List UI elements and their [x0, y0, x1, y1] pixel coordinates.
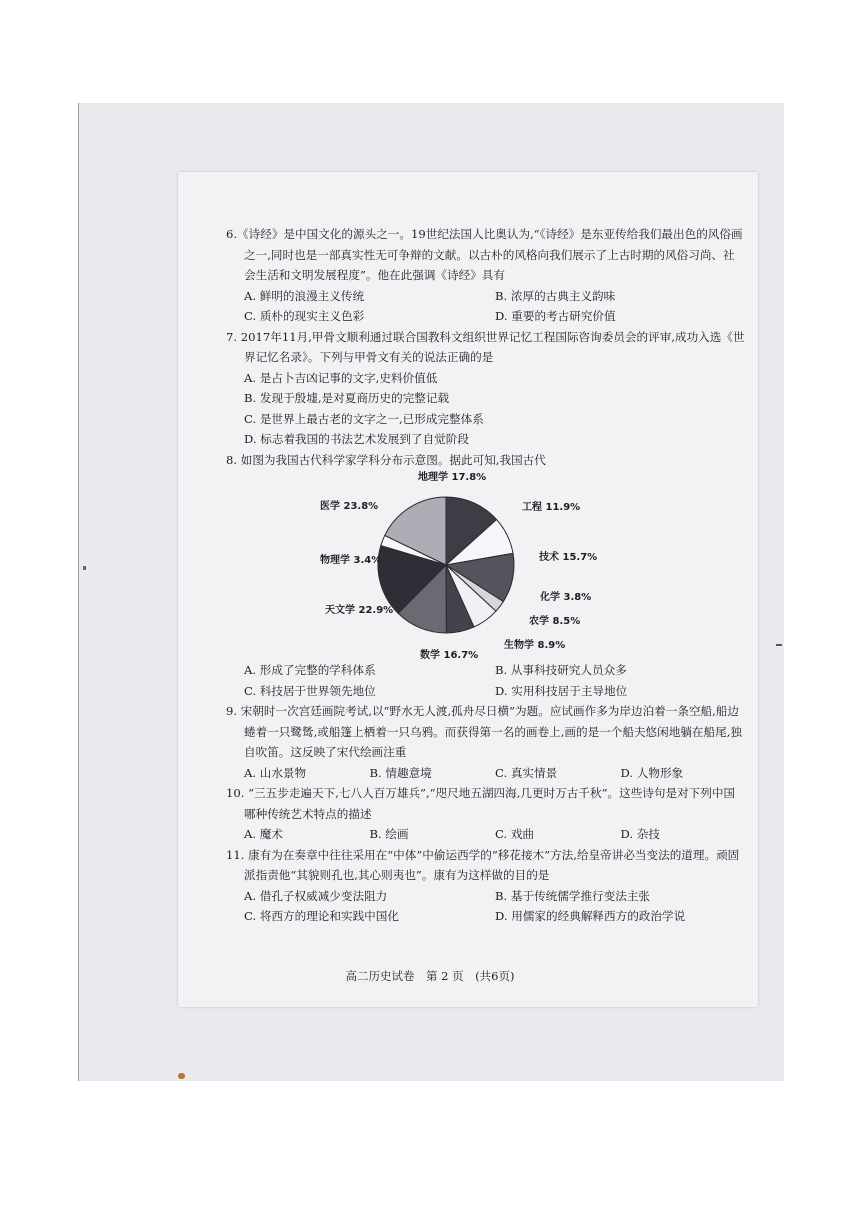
option-c[interactable]: C. 真实情景 [495, 765, 558, 780]
option-a[interactable]: A. 魔术 [244, 827, 283, 841]
pie-label-9: 医学 23.8% [320, 501, 379, 512]
options-8 [226, 660, 746, 701]
option-d[interactable]: D. 重要的考古研究价值 [495, 309, 616, 323]
option-d[interactable]: D. 实用科技居于主导地位 [495, 683, 628, 698]
option-d[interactable]: D. 杂技 [620, 827, 660, 841]
pie-chart [226, 470, 746, 660]
option-a[interactable]: A. 山水景物 [244, 765, 307, 780]
options-6 [226, 286, 746, 327]
option-b[interactable]: B. 从事科技研究人员众多 [495, 663, 627, 677]
pie-label-1: 工程 11.9% [522, 502, 581, 513]
options-9 [226, 763, 746, 784]
stain-mark [178, 1073, 185, 1079]
pie-label-8: 物理学 3.4% [320, 555, 382, 566]
pie-label-7: 天文学 22.9% [325, 605, 394, 616]
option-c[interactable]: C. 是世界上最古老的文字之一,已形成完整体系 [244, 411, 484, 426]
pie-chart-svg [226, 470, 746, 660]
pie-label-6: 数学 16.7% [420, 650, 479, 660]
question-6: 6.《诗经》是中国文化的源头之一。19世纪法国人比奥认为,“《诗经》是东亚传给我们最出色的风俗画之一,同时也是一部真实性无可争辩的文献。以古朴的风格向我们展示了上古时期的风俗习尚、社会生活和文明发展程度”。他在此强调《诗经》具有 [226, 227, 743, 282]
question-11: 11. 康有为在奏章中往往采用在“中体”中偷运西学的“移花接木”方法,给皇帝讲必当变法的道理。顽固派指责他“其貌则孔也,其心则夷也”。康有为这样做的目的是 [226, 847, 740, 882]
option-d[interactable]: D. 用儒家的经典解释西方的政治学说 [495, 909, 686, 923]
option-a[interactable]: A. 借孔子权威减少变法阻力 [244, 888, 388, 903]
option-b[interactable]: B. 情趣意境 [369, 765, 432, 780]
option-c[interactable]: C. 将西方的理论和实践中国化 [244, 909, 399, 923]
option-b[interactable]: B. 绘画 [369, 827, 409, 841]
question-7: 7. 2017年11月,甲骨文顺利通过联合国教科文组织世界记忆工程国际咨询委员会的评审,成功入选《世界记忆名录》。下列与甲骨文有关的说法正确的是 [226, 329, 745, 364]
page-footer: 高二历史试卷 第 2 页 (共6页) [345, 969, 515, 983]
option-d[interactable]: D. 人物形象 [620, 765, 684, 780]
option-b[interactable]: B. 浓厚的古典主义韵味 [495, 288, 616, 303]
option-d[interactable]: D. 标志着我国的书法艺术发展到了自觉阶段 [244, 432, 469, 446]
option-c[interactable]: C. 戏曲 [495, 827, 535, 841]
option-c[interactable]: C. 科技居于世界领先地位 [244, 683, 376, 698]
scan-mark [776, 644, 782, 646]
exam-page [226, 224, 746, 927]
pie-label-4: 农学 8.5% [529, 616, 581, 627]
option-a[interactable]: A. 形成了完整的学科体系 [244, 663, 376, 677]
question-10: 10. “三五步走遍天下,七八人百万雄兵”,“咫尺地五湖四海,几更时万古千秋”。这些诗句是对下列中国哪种传统艺术特点的描述 [226, 786, 736, 821]
options-10 [226, 824, 746, 845]
pie-label-3: 化学 3.8% [540, 592, 592, 603]
option-a[interactable]: A. 是占卜吉凶记事的文字,史料价值低 [244, 370, 438, 385]
options-11 [226, 886, 746, 927]
question-8: 8. 如图为我国古代科学家学科分布示意图。据此可知,我国古代 [226, 452, 546, 467]
pie-label-2: 技术 15.7% [539, 552, 598, 563]
option-c[interactable]: C. 质朴的现实主义色彩 [244, 309, 365, 323]
pie-label-5: 生物学 8.9% [504, 640, 566, 651]
option-b[interactable]: B. 基于传统儒学推行变法主张 [495, 888, 651, 903]
question-9: 9. 宋朝时一次宫廷画院考试,以“野水无人渡,孤舟尽日横”为题。应试画作多为岸边泊着一条空船,船边蜷着一只鹭鸶,或船篷上栖着一只乌鸦。而获得第一名的画卷上,画的是一个船夫悠闲地躺在船尾,独自吹笛。这反映了宋代绘画注重 [226, 704, 742, 759]
option-b[interactable]: B. 发现于殷墟,是对夏商历史的完整记载 [244, 391, 450, 405]
option-a[interactable]: A. 鲜明的浪漫主义传统 [244, 288, 365, 303]
scan-speck [83, 566, 86, 570]
pie-label-0: 地理学 17.8% [418, 472, 487, 483]
